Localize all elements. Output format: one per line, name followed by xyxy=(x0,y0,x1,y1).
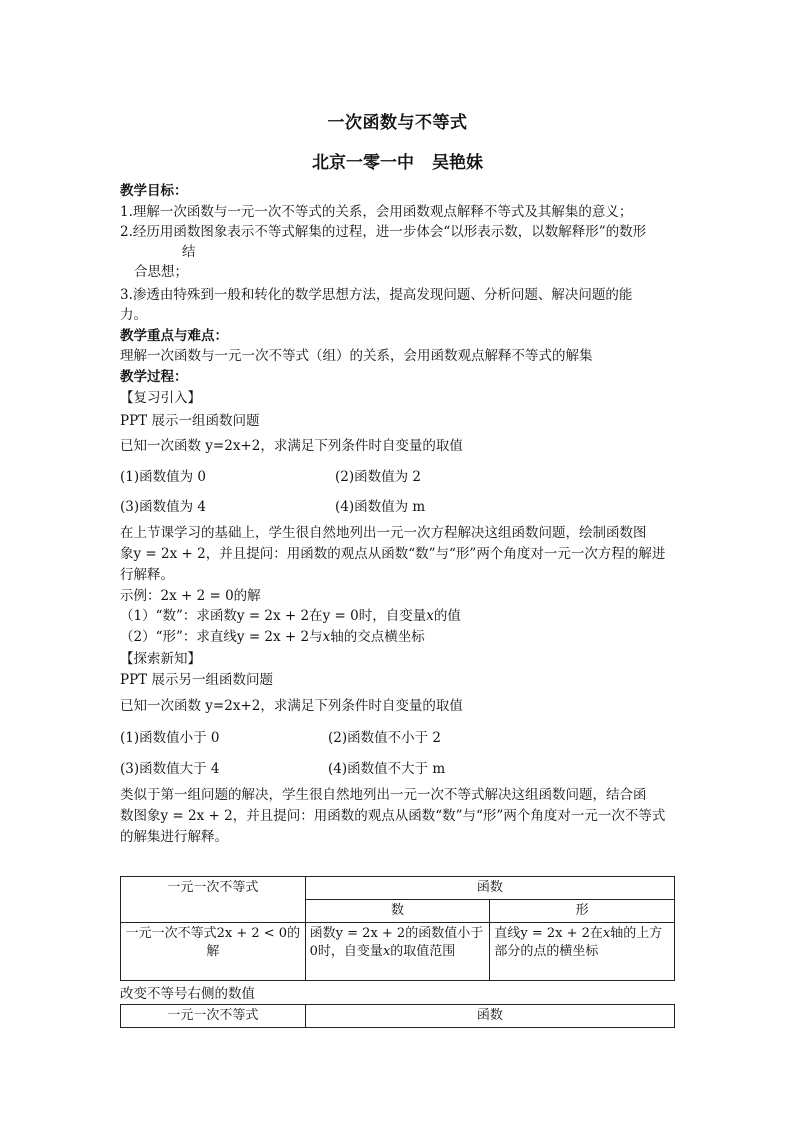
table-cell-inequality: 一元一次不等式2x + 2 < 0的解 xyxy=(121,923,306,981)
explore-para-line2: 数图象y = 2x + 2，并且提问：用函数的观点从函数“数”与“形”两个角度对一元一次不等式 xyxy=(120,808,666,824)
table-header-shape: 形 xyxy=(490,900,675,923)
explore-given: 已知一次函数 y=2x+2，求满足下列条件时自变量的取值 xyxy=(120,698,463,714)
author-school: 北京一零一中 xyxy=(312,153,414,173)
review-example: 示例：2x + 2 = 0的解 xyxy=(120,588,261,604)
objectives-heading: 教学目标： xyxy=(120,183,188,199)
review-example-2: （2）“形”：求直线y = 2x + 2与x轴的交点横坐标 xyxy=(120,629,425,645)
objective-2-line1: 2.经历用函数图象表示不等式解集的过程，进一步体会“以形表示数，以数解释形”的数形 xyxy=(120,224,647,240)
explore-para-line1: 类似于第一组问题的解决，学生很自然地列出一元一次不等式解决这组函数问题，结合函 xyxy=(120,787,647,803)
math-y-eq: y = 2x + 2 xyxy=(133,546,206,562)
explore-ppt: PPT 展示另一组函数问题 xyxy=(120,672,273,688)
table2-header-inequality: 一元一次不等式 xyxy=(121,1005,306,1028)
objective-3-line2: 力。 xyxy=(120,307,147,323)
explore-cond-1: (1)函数值小于 0 xyxy=(120,730,220,746)
review-example-1: （1）“数”：求函数y = 2x + 2在y = 0时，自变量x的值 xyxy=(120,608,461,624)
review-cond-2: (2)函数值为 2 xyxy=(335,469,422,485)
math-eq0: 2x + 2 = 0 xyxy=(160,588,234,604)
page-title: 一次函数与不等式 xyxy=(327,113,468,133)
keypoints-text: 理解一次函数与一元一次不等式（组）的关系，会用函数观点解释不等式的解集 xyxy=(120,348,593,364)
author-line xyxy=(120,148,675,173)
review-cond-1: (1)函数值为 0 xyxy=(120,469,207,485)
review-para-line1: 在上节课学习的基础上，学生很自然地列出一元一次方程解决这组函数问题，绘制函数图 xyxy=(120,525,647,541)
review-cond-3: (3)函数值为 4 xyxy=(120,499,207,515)
explore-heading: 【探索新知】 xyxy=(120,651,201,667)
explore-cond-3: (3)函数值大于 4 xyxy=(120,761,220,777)
table-header-function: 函数 xyxy=(305,877,674,900)
objective-2-line2: 结 xyxy=(182,244,196,260)
change-note: 改变不等号右侧的数值 xyxy=(120,986,255,1002)
comparison-table-2 xyxy=(120,1004,675,1028)
explore-para-line3: 的解集进行解释。 xyxy=(120,829,228,845)
review-para-line2: 象y = 2x + 2，并且提问：用函数的观点从函数“数”与“形”两个角度对一元一次方程的解进 xyxy=(120,546,666,562)
process-heading: 教学过程： xyxy=(120,369,188,385)
review-cond-4: (4)函数值为 m xyxy=(335,499,426,515)
explore-cond-2: (2)函数值不小于 2 xyxy=(328,730,442,746)
comparison-table xyxy=(120,876,675,981)
review-ppt: PPT 展示一组函数问题 xyxy=(120,413,260,429)
review-para-line3: 行解释。 xyxy=(120,567,174,583)
objective-2-line3: 合思想； xyxy=(134,264,188,280)
keypoints-heading: 教学重点与难点： xyxy=(120,328,228,344)
review-heading: 【复习引入】 xyxy=(120,390,201,406)
table2-header-function: 函数 xyxy=(305,1005,674,1028)
table-header-inequality: 一元一次不等式 xyxy=(121,877,306,923)
table-header-number: 数 xyxy=(305,900,490,923)
explore-cond-4: (4)函数值不大于 m xyxy=(328,761,446,777)
objective-3-line1: 3.渗透由特殊到一般和转化的数学思想方法，提高发现问题、分析问题、解决问题的能 xyxy=(120,287,633,303)
table-cell-number: 函数y = 2x + 2的函数值小于 0时，自变量x的取值范围 xyxy=(305,923,490,981)
author-name: 吴艳妹 xyxy=(432,153,483,173)
table-cell-shape: 直线y = 2x + 2在x轴的上方部分的点的横坐标 xyxy=(490,923,675,981)
review-given: 已知一次函数 y=2x+2，求满足下列条件时自变量的取值 xyxy=(120,438,463,454)
objective-1: 1.理解一次函数与一元一次不等式的关系，会用函数观点解释不等式及其解集的意义； xyxy=(120,204,633,220)
